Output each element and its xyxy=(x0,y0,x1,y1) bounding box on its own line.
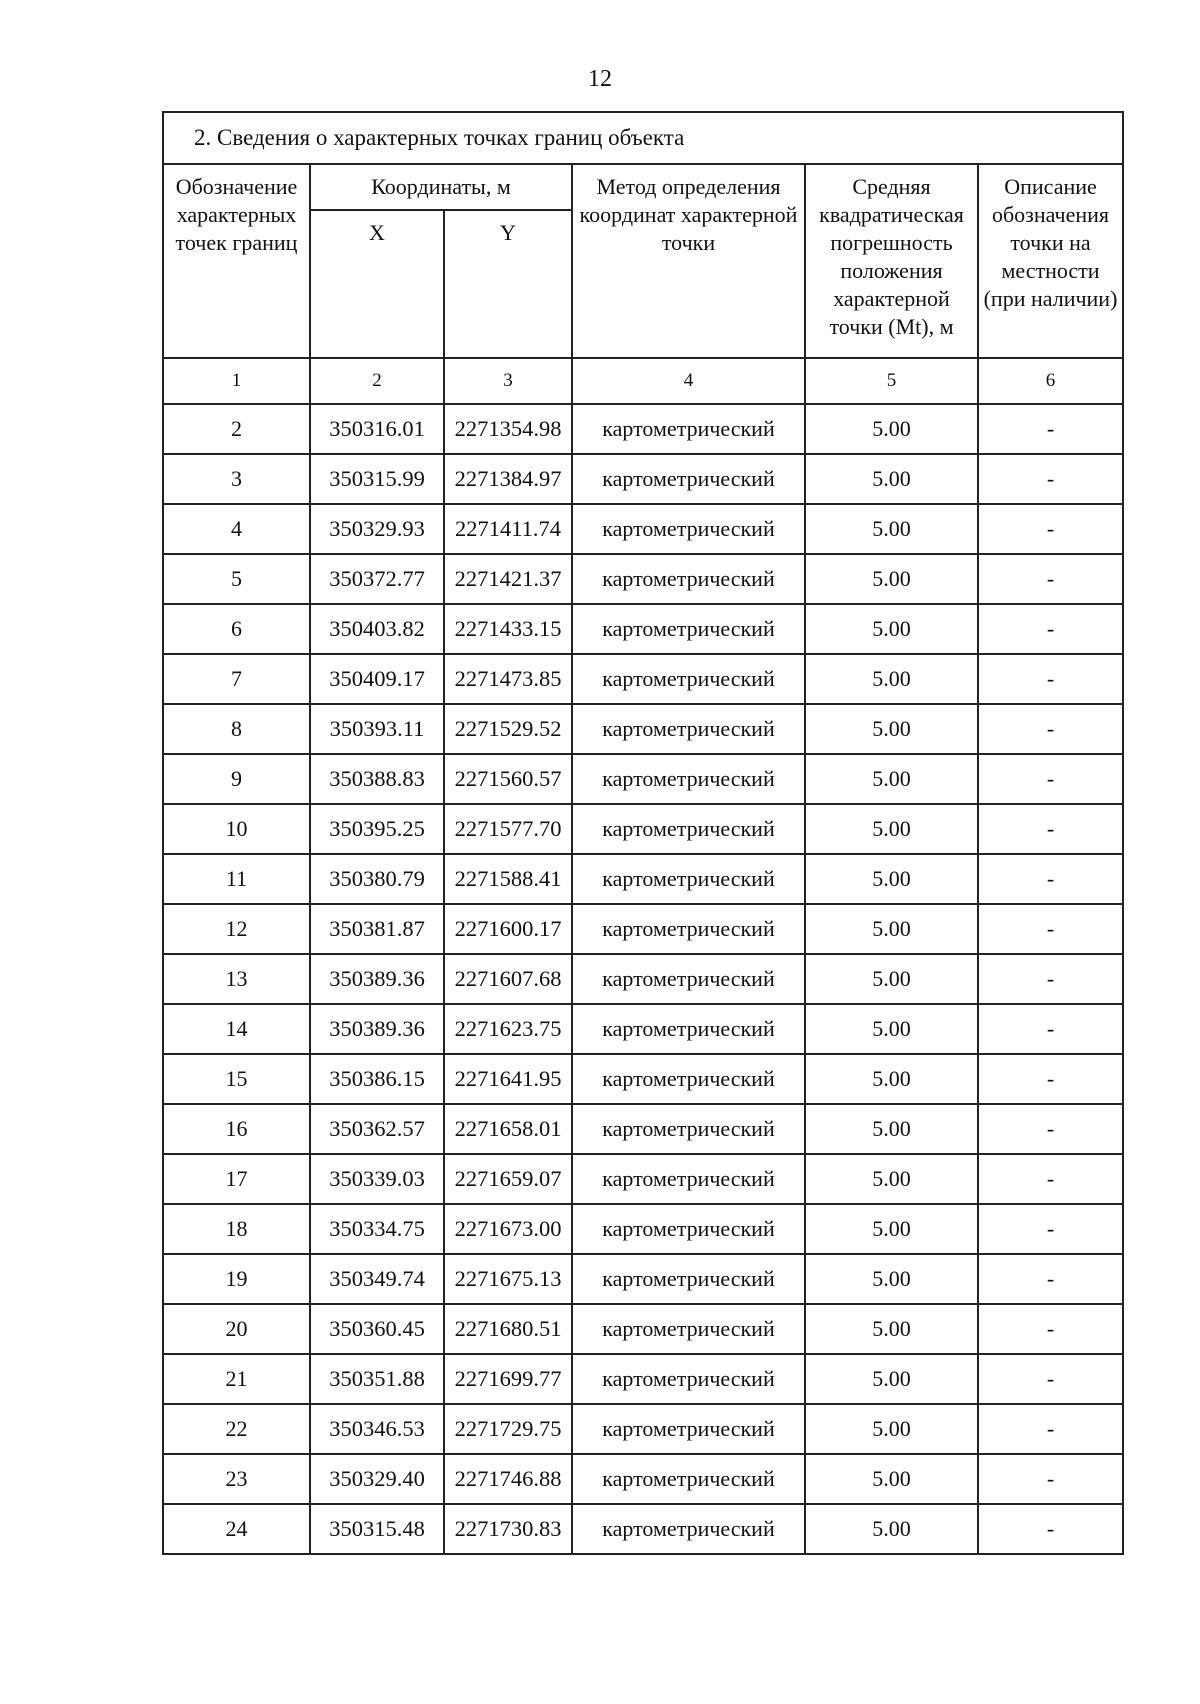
accuracy-cell: 5.00 xyxy=(805,1354,978,1404)
column-numbers-row xyxy=(163,358,1123,404)
column-number: 3 xyxy=(444,358,572,404)
point-number-cell: 20 xyxy=(163,1304,310,1354)
section-title: 2. Сведения о характерных точках границ объекта xyxy=(163,112,1123,164)
y-coordinate-cell: 2271729.75 xyxy=(444,1404,572,1454)
x-coordinate-cell: 350339.03 xyxy=(310,1154,444,1204)
y-coordinate-cell: 2271659.07 xyxy=(444,1154,572,1204)
description-cell: - xyxy=(978,1254,1123,1304)
y-coordinate-cell: 2271658.01 xyxy=(444,1104,572,1154)
point-number-cell: 12 xyxy=(163,904,310,954)
column-number: 2 xyxy=(310,358,444,404)
y-coordinate-cell: 2271675.13 xyxy=(444,1254,572,1304)
method-cell: картометрический xyxy=(572,1254,805,1304)
accuracy-cell: 5.00 xyxy=(805,1254,978,1304)
x-coordinate-cell: 350403.82 xyxy=(310,604,444,654)
y-coordinate-cell: 2271607.68 xyxy=(444,954,572,1004)
point-number-cell: 15 xyxy=(163,1054,310,1104)
table-row xyxy=(163,1304,1123,1354)
y-coordinate-cell: 2271411.74 xyxy=(444,504,572,554)
description-cell: - xyxy=(978,854,1123,904)
x-coordinate-cell: 350362.57 xyxy=(310,1104,444,1154)
x-coordinate-cell: 350346.53 xyxy=(310,1404,444,1454)
description-cell: - xyxy=(978,554,1123,604)
method-cell: картометрический xyxy=(572,1004,805,1054)
y-coordinate-cell: 2271433.15 xyxy=(444,604,572,654)
x-coordinate-cell: 350329.93 xyxy=(310,504,444,554)
method-cell: картометрический xyxy=(572,1304,805,1354)
boundary-points-table xyxy=(162,111,1124,1555)
accuracy-cell: 5.00 xyxy=(805,654,978,704)
accuracy-cell: 5.00 xyxy=(805,1454,978,1504)
description-cell: - xyxy=(978,454,1123,504)
x-coordinate-cell: 350380.79 xyxy=(310,854,444,904)
table-row xyxy=(163,754,1123,804)
method-cell: картометрический xyxy=(572,754,805,804)
method-cell: картометрический xyxy=(572,504,805,554)
accuracy-cell: 5.00 xyxy=(805,1304,978,1354)
y-coordinate-cell: 2271623.75 xyxy=(444,1004,572,1054)
method-cell: картометрический xyxy=(572,1354,805,1404)
table-row xyxy=(163,904,1123,954)
table-row xyxy=(163,1104,1123,1154)
accuracy-cell: 5.00 xyxy=(805,1504,978,1554)
header-coordinates: Координаты, м xyxy=(310,164,572,210)
point-number-cell: 23 xyxy=(163,1454,310,1504)
point-number-cell: 21 xyxy=(163,1354,310,1404)
method-cell: картометрический xyxy=(572,804,805,854)
point-number-cell: 22 xyxy=(163,1404,310,1454)
table-row xyxy=(163,654,1123,704)
table-row xyxy=(163,404,1123,454)
point-number-cell: 9 xyxy=(163,754,310,804)
x-coordinate-cell: 350315.48 xyxy=(310,1504,444,1554)
table-row xyxy=(163,604,1123,654)
header-description: Описание обозначения точки на местности (при наличии) xyxy=(978,164,1123,358)
accuracy-cell: 5.00 xyxy=(805,1404,978,1454)
y-coordinate-cell: 2271421.37 xyxy=(444,554,572,604)
method-cell: картометрический xyxy=(572,1204,805,1254)
column-number: 1 xyxy=(163,358,310,404)
point-number-cell: 11 xyxy=(163,854,310,904)
description-cell: - xyxy=(978,1454,1123,1504)
method-cell: картометрический xyxy=(572,904,805,954)
accuracy-cell: 5.00 xyxy=(805,454,978,504)
table-row xyxy=(163,704,1123,754)
x-coordinate-cell: 350389.36 xyxy=(310,1004,444,1054)
point-number-cell: 2 xyxy=(163,404,310,454)
x-coordinate-cell: 350386.15 xyxy=(310,1054,444,1104)
x-coordinate-cell: 350409.17 xyxy=(310,654,444,704)
description-cell: - xyxy=(978,1354,1123,1404)
accuracy-cell: 5.00 xyxy=(805,1204,978,1254)
method-cell: картометрический xyxy=(572,604,805,654)
y-coordinate-cell: 2271699.77 xyxy=(444,1354,572,1404)
table-row xyxy=(163,504,1123,554)
accuracy-cell: 5.00 xyxy=(805,1054,978,1104)
page-number: 12 xyxy=(588,66,612,92)
description-cell: - xyxy=(978,1154,1123,1204)
column-number: 4 xyxy=(572,358,805,404)
y-coordinate-cell: 2271384.97 xyxy=(444,454,572,504)
accuracy-cell: 5.00 xyxy=(805,904,978,954)
description-cell: - xyxy=(978,1304,1123,1354)
method-cell: картометрический xyxy=(572,454,805,504)
x-coordinate-cell: 350329.40 xyxy=(310,1454,444,1504)
y-coordinate-cell: 2271600.17 xyxy=(444,904,572,954)
description-cell: - xyxy=(978,1054,1123,1104)
x-coordinate-cell: 350360.45 xyxy=(310,1304,444,1354)
point-number-cell: 18 xyxy=(163,1204,310,1254)
accuracy-cell: 5.00 xyxy=(805,804,978,854)
y-coordinate-cell: 2271641.95 xyxy=(444,1054,572,1104)
table-row xyxy=(163,1054,1123,1104)
header-accuracy: Средняя квадратическая погрешность положения характерной точки (Mt), м xyxy=(805,164,978,358)
method-cell: картометрический xyxy=(572,954,805,1004)
x-coordinate-cell: 350389.36 xyxy=(310,954,444,1004)
method-cell: картометрический xyxy=(572,1404,805,1454)
description-cell: - xyxy=(978,754,1123,804)
point-number-cell: 7 xyxy=(163,654,310,704)
point-number-cell: 13 xyxy=(163,954,310,1004)
point-number-cell: 17 xyxy=(163,1154,310,1204)
x-coordinate-cell: 350388.83 xyxy=(310,754,444,804)
x-coordinate-cell: 350372.77 xyxy=(310,554,444,604)
y-coordinate-cell: 2271730.83 xyxy=(444,1504,572,1554)
method-cell: картометрический xyxy=(572,704,805,754)
table-row xyxy=(163,1254,1123,1304)
x-coordinate-cell: 350381.87 xyxy=(310,904,444,954)
point-number-cell: 10 xyxy=(163,804,310,854)
accuracy-cell: 5.00 xyxy=(805,754,978,804)
table-row xyxy=(163,1204,1123,1254)
table-row xyxy=(163,854,1123,904)
table-row xyxy=(163,954,1123,1004)
description-cell: - xyxy=(978,404,1123,454)
point-number-cell: 24 xyxy=(163,1504,310,1554)
x-coordinate-cell: 350315.99 xyxy=(310,454,444,504)
y-coordinate-cell: 2271354.98 xyxy=(444,404,572,454)
description-cell: - xyxy=(978,1004,1123,1054)
accuracy-cell: 5.00 xyxy=(805,854,978,904)
method-cell: картометрический xyxy=(572,654,805,704)
point-number-cell: 16 xyxy=(163,1104,310,1154)
point-number-cell: 6 xyxy=(163,604,310,654)
y-coordinate-cell: 2271746.88 xyxy=(444,1454,572,1504)
accuracy-cell: 5.00 xyxy=(805,1004,978,1054)
header-designation: Обозначение характерных точек границ xyxy=(163,164,310,358)
y-coordinate-cell: 2271560.57 xyxy=(444,754,572,804)
table-row xyxy=(163,1404,1123,1454)
description-cell: - xyxy=(978,654,1123,704)
point-number-cell: 8 xyxy=(163,704,310,754)
table-row xyxy=(163,454,1123,504)
header-x: X xyxy=(310,210,444,358)
y-coordinate-cell: 2271680.51 xyxy=(444,1304,572,1354)
description-cell: - xyxy=(978,1104,1123,1154)
column-number: 5 xyxy=(805,358,978,404)
table-row xyxy=(163,1454,1123,1504)
description-cell: - xyxy=(978,504,1123,554)
description-cell: - xyxy=(978,1204,1123,1254)
x-coordinate-cell: 350351.88 xyxy=(310,1354,444,1404)
table-row xyxy=(163,1004,1123,1054)
point-number-cell: 4 xyxy=(163,504,310,554)
x-coordinate-cell: 350393.11 xyxy=(310,704,444,754)
x-coordinate-cell: 350334.75 xyxy=(310,1204,444,1254)
point-number-cell: 5 xyxy=(163,554,310,604)
header-method: Метод определения координат характерной точки xyxy=(572,164,805,358)
accuracy-cell: 5.00 xyxy=(805,554,978,604)
accuracy-cell: 5.00 xyxy=(805,1154,978,1204)
y-coordinate-cell: 2271473.85 xyxy=(444,654,572,704)
x-coordinate-cell: 350316.01 xyxy=(310,404,444,454)
method-cell: картометрический xyxy=(572,554,805,604)
method-cell: картометрический xyxy=(572,1054,805,1104)
y-coordinate-cell: 2271529.52 xyxy=(444,704,572,754)
point-number-cell: 14 xyxy=(163,1004,310,1054)
column-number: 6 xyxy=(978,358,1123,404)
table-row xyxy=(163,554,1123,604)
method-cell: картометрический xyxy=(572,1454,805,1504)
accuracy-cell: 5.00 xyxy=(805,704,978,754)
accuracy-cell: 5.00 xyxy=(805,504,978,554)
table-row xyxy=(163,1154,1123,1204)
section-title-row xyxy=(163,112,1123,164)
description-cell: - xyxy=(978,904,1123,954)
description-cell: - xyxy=(978,804,1123,854)
table-row xyxy=(163,1354,1123,1404)
method-cell: картометрический xyxy=(572,854,805,904)
point-number-cell: 3 xyxy=(163,454,310,504)
method-cell: картометрический xyxy=(572,1504,805,1554)
accuracy-cell: 5.00 xyxy=(805,954,978,1004)
y-coordinate-cell: 2271673.00 xyxy=(444,1204,572,1254)
method-cell: картометрический xyxy=(572,1104,805,1154)
point-number-cell: 19 xyxy=(163,1254,310,1304)
accuracy-cell: 5.00 xyxy=(805,404,978,454)
y-coordinate-cell: 2271588.41 xyxy=(444,854,572,904)
header-y: Y xyxy=(444,210,572,358)
table-row xyxy=(163,1504,1123,1554)
description-cell: - xyxy=(978,1504,1123,1554)
method-cell: картометрический xyxy=(572,404,805,454)
description-cell: - xyxy=(978,1404,1123,1454)
description-cell: - xyxy=(978,954,1123,1004)
x-coordinate-cell: 350395.25 xyxy=(310,804,444,854)
description-cell: - xyxy=(978,704,1123,754)
accuracy-cell: 5.00 xyxy=(805,604,978,654)
accuracy-cell: 5.00 xyxy=(805,1104,978,1154)
y-coordinate-cell: 2271577.70 xyxy=(444,804,572,854)
x-coordinate-cell: 350349.74 xyxy=(310,1254,444,1304)
table-row xyxy=(163,804,1123,854)
header-row-1 xyxy=(163,164,1123,210)
description-cell: - xyxy=(978,604,1123,654)
method-cell: картометрический xyxy=(572,1154,805,1204)
